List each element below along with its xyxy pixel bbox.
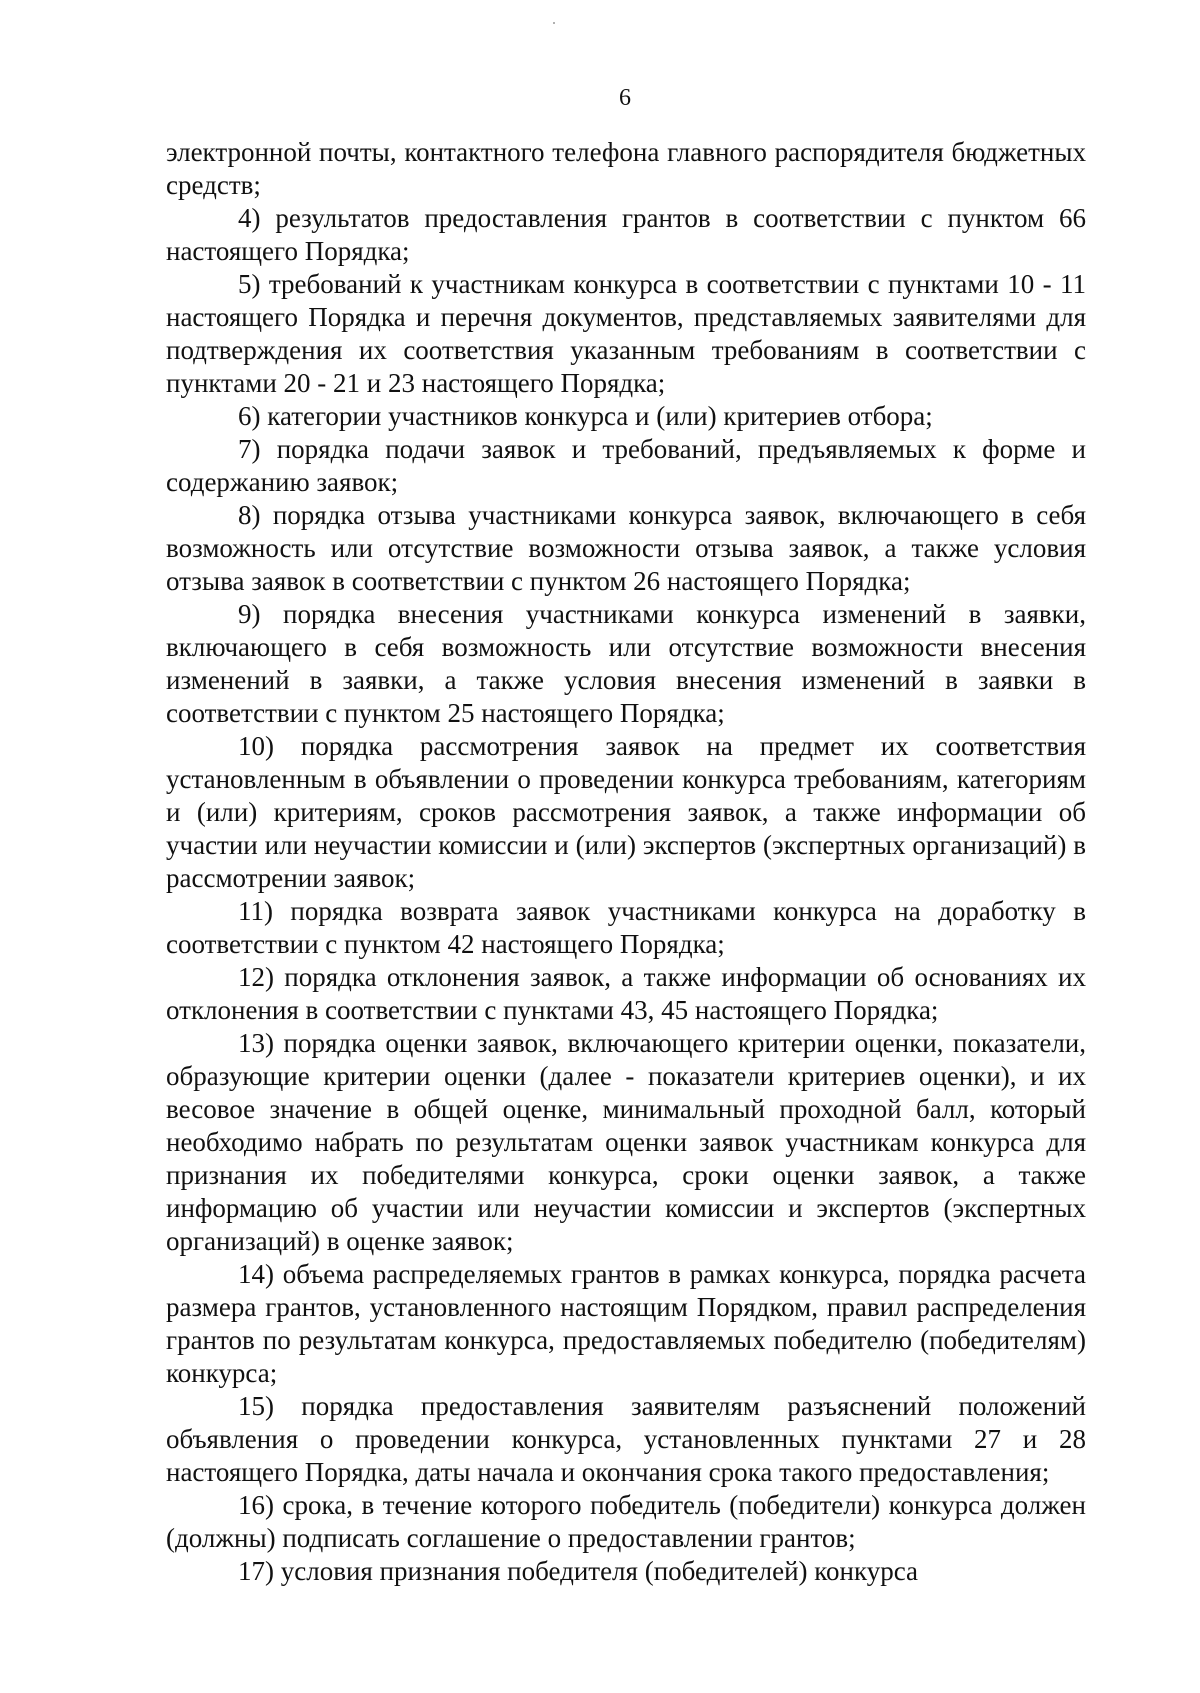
list-item-13: 13) порядка оценки заявок, включающего критерии оценки, показатели, образующие критерии оценки (далее - показатели критериев оценки), и их весовое значение в общей оценке, минимальный проходной балл, который необходимо набрать по результатам оценки заявок участникам конкурса для признания их победителями конкурса, сроки оценки заявок, а также информацию об участии или неучастии комиссии и экспертов (экспертных организаций) в оценке заявок; <box>166 1028 1086 1256</box>
list-item-8: 8) порядка отзыва участниками конкурса заявок, включающего в себя возможность или отсутствие возможности отзыва заявок, а также условия отзыва заявок в соответствии с пунктом 26 настоящего Порядка; <box>166 500 1086 596</box>
paragraph: электронной почты, контактного телефона главного распорядителя бюджетных средств; <box>166 137 1086 200</box>
list-item-6: 6) категории участников конкурса и (или) критериев отбора; <box>238 401 933 431</box>
page-number: 6 <box>619 85 631 111</box>
list-item-10: 10) порядка рассмотрения заявок на предмет их соответствия установленным в объявлении о проведении конкурса требованиям, категориям и (или) критериям, сроков рассмотрения заявок, а также информации об участии или неучастии комиссии и (или) экспертов (экспертных организаций) в рассмотрении заявок; <box>166 731 1086 893</box>
list-item-4: 4) результатов предоставления грантов в соответствии с пунктом 66 настоящего Порядка; <box>166 203 1086 266</box>
document-body <box>166 136 1086 1588</box>
list-item-16: 16) срока, в течение которого победитель (победители) конкурса должен (должны) подписать соглашение о предоставлении грантов; <box>166 1490 1086 1553</box>
list-item-9: 9) порядка внесения участниками конкурса изменений в заявки, включающего в себя возможность или отсутствие возможности внесения изменений в заявки, а также условия внесения изменений в заявки в соответствии с пунктом 25 настоящего Порядка; <box>166 599 1086 728</box>
list-item-14: 14) объема распределяемых грантов в рамках конкурса, порядка расчета размера грантов, установленного настоящим Порядком, правил распределения грантов по результатам конкурса, предоставляемых победителю (победителям) конкурса; <box>166 1259 1086 1388</box>
list-item-17: 17) условия признания победителя (победителей) конкурса <box>238 1556 918 1586</box>
list-item-7: 7) порядка подачи заявок и требований, предъявляемых к форме и содержанию заявок; <box>166 434 1086 497</box>
list-item-5: 5) требований к участникам конкурса в соответствии с пунктами 10 - 11 настоящего Порядка и перечня документов, представляемых заявителями для подтверждения их соответствия указанным требованиям в соответствии с пунктами 20 - 21 и 23 настоящего Порядка; <box>166 269 1086 398</box>
list-item-12: 12) порядка отклонения заявок, а также информации об основаниях их отклонения в соответствии с пунктами 43, 45 настоящего Порядка; <box>166 962 1086 1025</box>
list-item-11: 11) порядка возврата заявок участниками конкурса на доработку в соответствии с пунктом 42 настоящего Порядка; <box>166 896 1086 959</box>
scan-artifact <box>553 22 555 24</box>
list-item-15: 15) порядка предоставления заявителям разъяснений положений объявления о проведении конкурса, установленных пунктами 27 и 28 настоящего Порядка, даты начала и окончания срока такого предоставления; <box>166 1391 1086 1487</box>
